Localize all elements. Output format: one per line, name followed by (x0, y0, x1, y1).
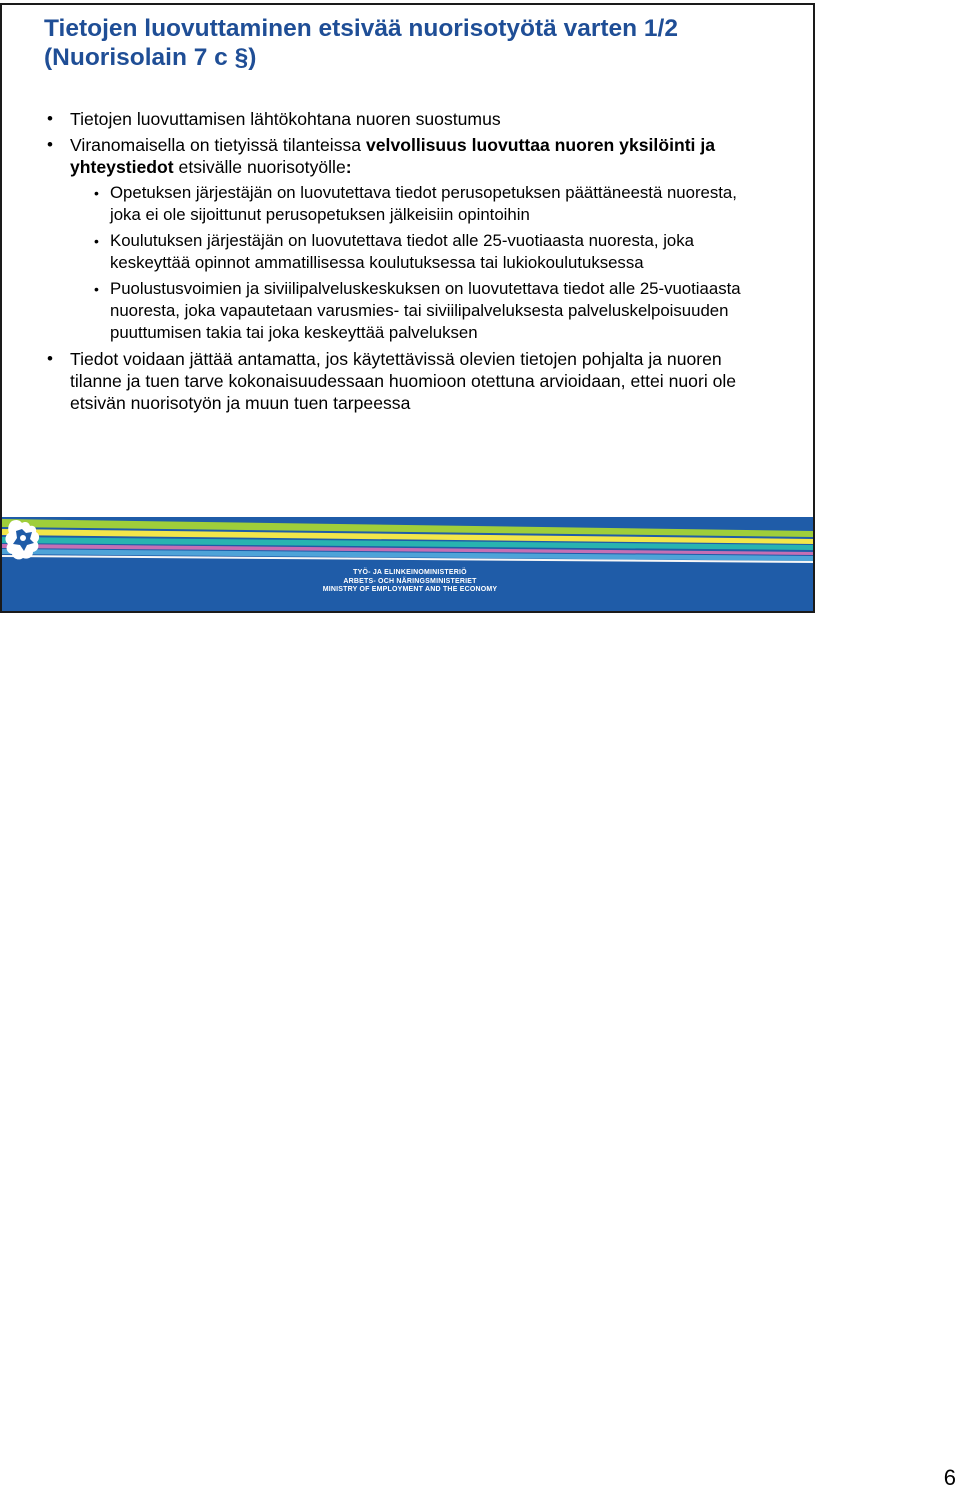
title-line-1: Tietojen luovuttaminen etsivää nuorisotyötä varten 1/2 (44, 15, 678, 42)
sub-bullet-text: Puolustusvoimien ja siviilipalveluskeskuksen on luovutettava tiedot alle 25-vuotiaasta nuoresta, joka vapautetaan varusmies- tai siviilipalveluksesta palveluskelpoisuuden puuttumisen takia tai joka keskeyttää palveluksen (110, 279, 741, 342)
page-number: 6 (943, 1465, 956, 1490)
sub-bullet-icon: • (94, 281, 99, 297)
footer-band (2, 517, 815, 613)
title-line-2: (Nuorisolain 7 c §) (44, 44, 257, 71)
sub-bullet-text: Opetuksen järjestäjän on luovutettava tiedot perusopetuksen päättäneestä nuoresta, joka ei ole sijoittunut perusopetuksen jälkeisiin opintoihin (110, 183, 737, 224)
stripes-graphic (2, 517, 815, 613)
logo-line-fi: TYÖ- JA ELINKEINOMINISTERIÖ (353, 569, 467, 576)
sub-bullet-item-defence-forces (70, 278, 774, 344)
sub-bullet-icon: • (94, 185, 99, 201)
bullet-text-colon: : (345, 157, 352, 177)
slide-body (2, 108, 814, 418)
lion-crest-icon (2, 517, 46, 563)
slide-title (44, 14, 804, 72)
sub-bullet-list (70, 182, 774, 344)
bullet-item-consent (2, 108, 814, 130)
sub-bullet-item-basic-education (70, 182, 774, 226)
bullet-icon: • (47, 135, 53, 154)
sub-bullet-text: Koulutuksen järjestäjän on luovutettava tiedot alle 25-vuotiaasta nuoresta, joka keskeyttää opinnot ammatillisessa koulutuksessa tai lukiokoulutuksessa (110, 231, 694, 272)
bullet-icon: • (47, 109, 53, 128)
bullet-text-pre: Viranomaisella on tietyissä tilanteissa (70, 135, 366, 155)
bullet-text-bold: velvollisuus luovuttaa nuoren yksilöinti ja yhteystiedot (70, 135, 716, 177)
ministry-logo-text (302, 569, 518, 595)
logo-line-en: MINISTRY OF EMPLOYMENT AND THE ECONOMY (322, 586, 498, 594)
sub-bullet-icon: • (94, 233, 99, 249)
bullet-item-obligation (2, 134, 814, 344)
bullet-icon: • (47, 349, 53, 368)
sub-bullet-item-vocational-education (70, 230, 774, 274)
logo-line-sv: ARBETS- OCH NÄRINGSMINISTERIET (343, 577, 477, 585)
bullet-text: Tiedot voidaan jättää antamatta, jos käytettävissä olevien tietojen pohjalta ja nuoren tilanne ja tuen tarve kokonaisuudessaan huomioon otettuna arvioidaan, ettei nuori ole etsivän nuorisotyön ja muun tuen tarpeessa (70, 349, 737, 413)
bullet-item-exception (2, 348, 814, 414)
bullet-list (2, 108, 814, 414)
slide (0, 3, 815, 613)
bullet-text-mid: etsivälle nuorisotyölle (173, 157, 346, 177)
bullet-text: Tietojen luovuttamisen lähtökohtana nuoren suostumus (70, 109, 501, 129)
